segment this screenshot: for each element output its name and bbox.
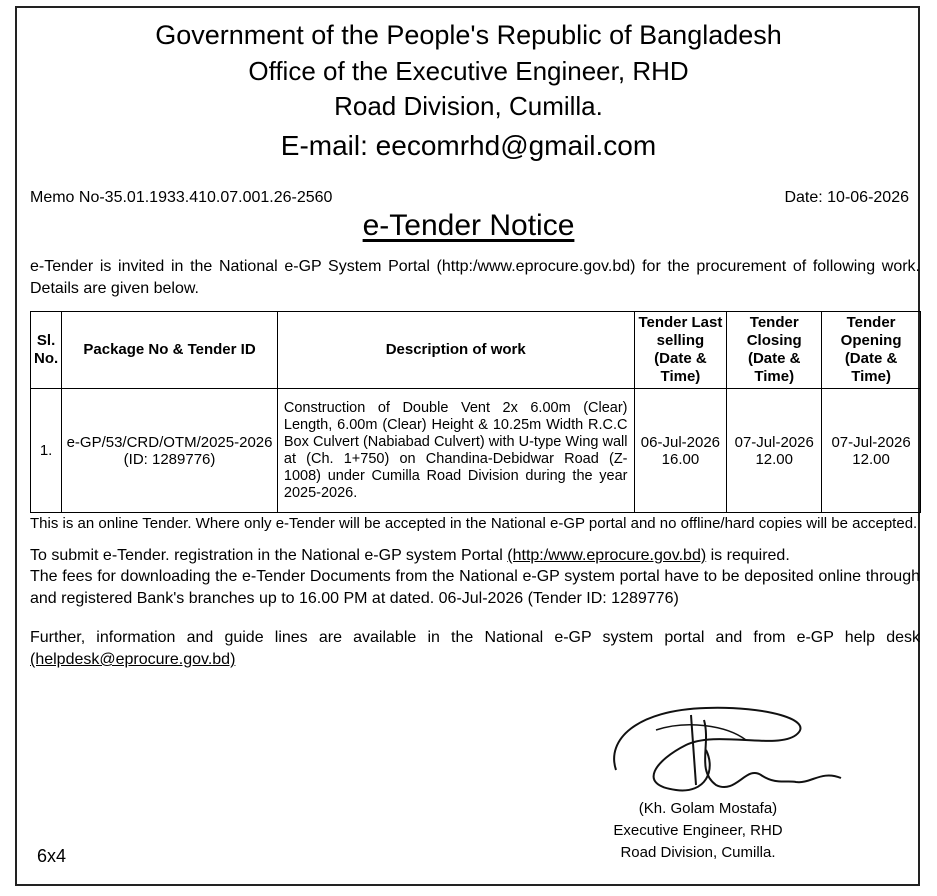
opening-time: 12.00 — [852, 450, 890, 468]
cell-sl: 1. — [31, 389, 62, 513]
further-text: Further, information and guide lines are available in the National e-GP system portal and from e-GP help desk — [30, 629, 920, 646]
tender-id: (ID: 1289776) — [123, 450, 216, 468]
header-last-selling: Tender Last selling (Date & Time) — [634, 312, 727, 389]
signatory-office: Road Division, Cumilla. — [620, 844, 776, 861]
selling-time: 16.00 — [661, 450, 700, 468]
header-closing: Tender Closing (Date & Time) — [727, 312, 822, 389]
submit-paragraph — [30, 545, 920, 567]
header-office: Office of the Executive Engineer, RHD — [248, 56, 689, 86]
further-paragraph — [30, 627, 920, 671]
header-package: Package No & Tender ID — [62, 312, 278, 389]
notice-title-text: e-Tender Notice — [362, 209, 575, 242]
cell-opening — [822, 389, 921, 513]
submit-text-before: To submit e-Tender. registration in the National e-GP system Portal — [30, 547, 508, 564]
cell-description: Construction of Double Vent 2x 6.00m (Clear) Length, 6.00m (Clear) Height & 10.25m Width R.C.C Box Culvert (Nabiabad Culvert) with U-type Wing wall at (Ch. 1+750) on Chandina-Debidwar Road (Z-1008) under Cumilla Road Division during the year 2025-2026. — [277, 389, 634, 513]
memo-number: Memo No-35.01.1933.410.07.001.26-2560 — [30, 189, 333, 206]
notice-title — [0, 209, 937, 243]
intro-paragraph: e-Tender is invited in the National e-GP System Portal (http:/www.eprocure.gov.bd) for the procurement of following work. Details are given below. — [30, 258, 920, 297]
fees-paragraph: The fees for downloading the e-Tender Documents from the National e-GP system portal have to be deposited online through and registered Bank's branches up to 16.00 PM at dated. 06-Jul-2026 (Tender ID: 1289776) — [30, 568, 920, 607]
signatory-designation: Executive Engineer, RHD — [613, 822, 783, 839]
helpdesk-email-link[interactable]: (helpdesk@eprocure.gov.bd) — [30, 651, 236, 668]
online-tender-note: This is an online Tender. Where only e-Tender will be accepted in the National e-GP portal and no offline/hard copies will be accepted. — [30, 515, 918, 532]
signature-scribble-icon — [596, 690, 856, 800]
notice-date: Date: 10-06-2026 — [784, 189, 909, 206]
submit-text-after: is required. — [706, 547, 790, 564]
cell-last-selling — [634, 389, 727, 513]
cell-package — [62, 389, 278, 513]
closing-date: 07-Jul-2026 — [734, 433, 814, 451]
selling-date: 06-Jul-2026 — [640, 433, 721, 451]
table-header-row — [31, 312, 921, 389]
header-government: Government of the People's Republic of Bangladesh — [155, 20, 782, 50]
header-email: E-mail: eecomrhd@gmail.com — [280, 130, 657, 161]
table-row — [31, 389, 921, 513]
header-sl: Sl. No. — [31, 312, 62, 389]
header-division: Road Division, Cumilla. — [334, 91, 603, 121]
opening-date: 07-Jul-2026 — [831, 433, 911, 451]
header-description: Description of work — [277, 312, 634, 389]
package-number: e-GP/53/CRD/OTM/2025-2026 — [66, 433, 273, 451]
portal-link[interactable]: (http:/www.eprocure.gov.bd) — [507, 547, 707, 564]
cell-closing — [727, 389, 822, 513]
tender-table — [30, 311, 921, 513]
ad-size-code: 6x4 — [37, 846, 67, 866]
closing-time: 12.00 — [755, 450, 793, 468]
header-opening: Tender Opening (Date & Time) — [822, 312, 921, 389]
signatory-name: (Kh. Golam Mostafa) — [638, 800, 778, 817]
